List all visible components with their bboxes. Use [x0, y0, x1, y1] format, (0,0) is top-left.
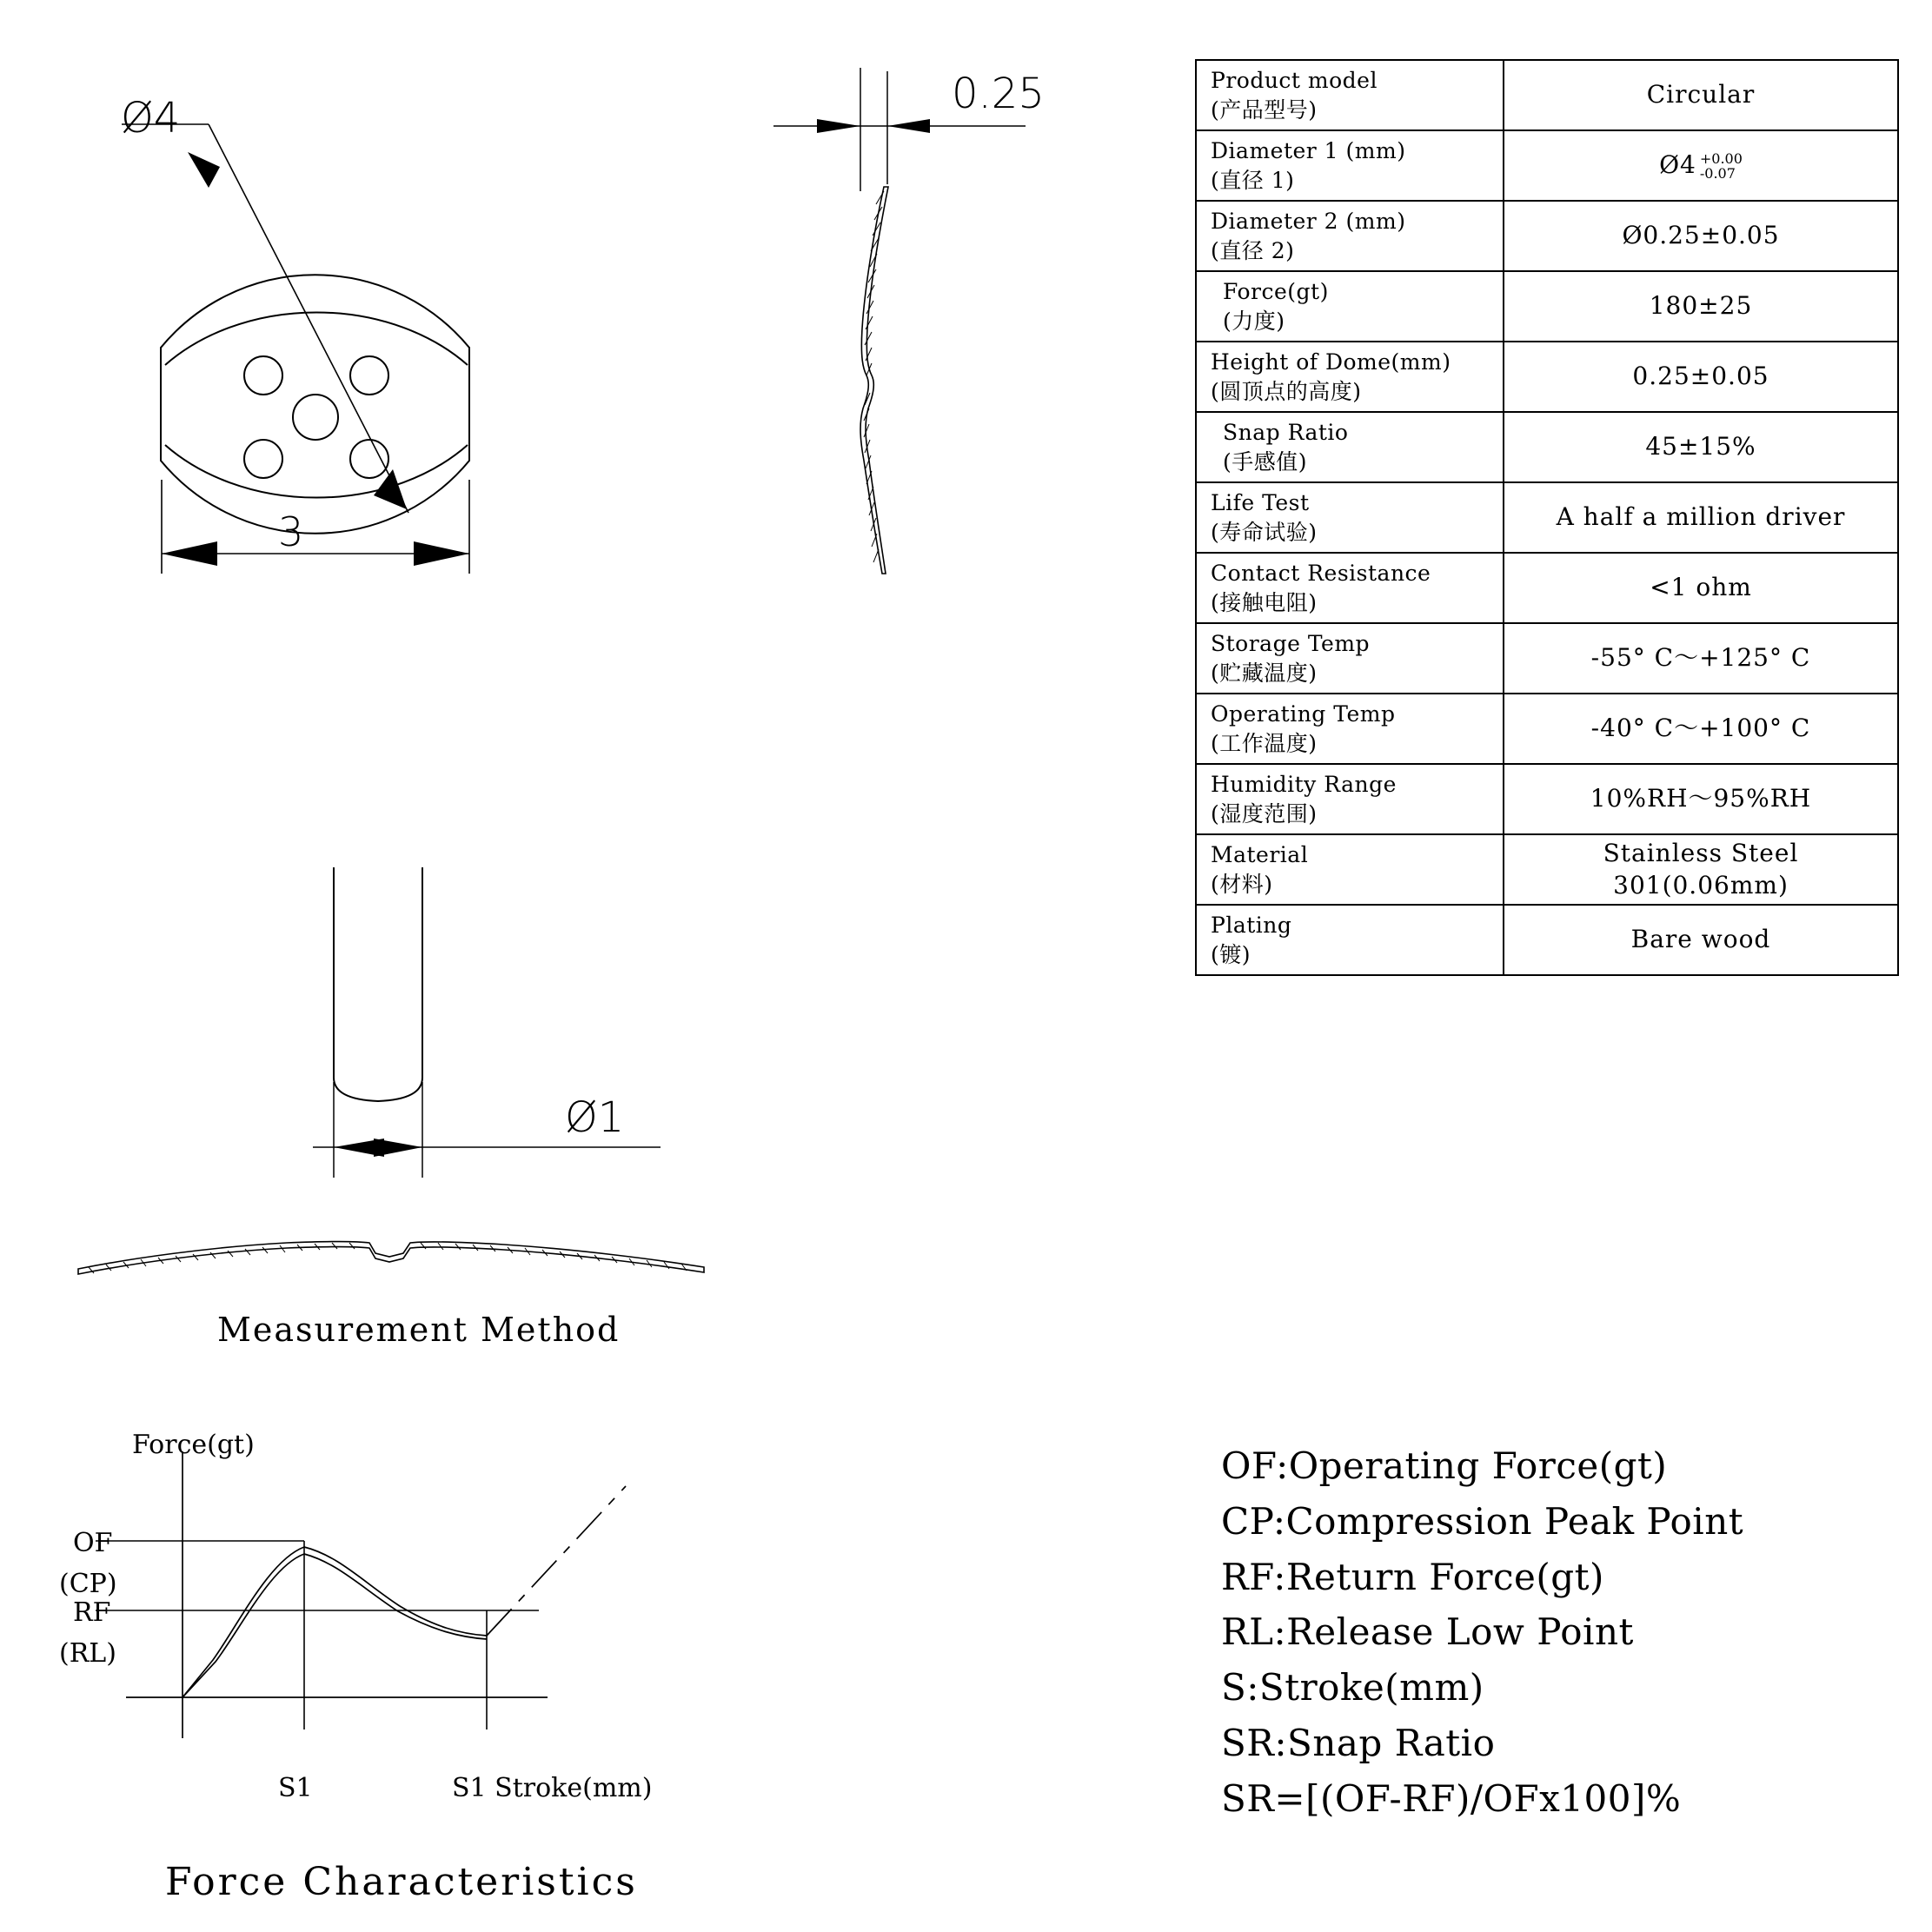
probe-arrow-right: [374, 1139, 422, 1157]
thickness-extension-lines: [860, 68, 887, 191]
value-line: <1 ohm: [1650, 573, 1752, 602]
row-value-height-of-dome: [1504, 342, 1898, 412]
table-row: [1196, 130, 1898, 201]
table-row: [1196, 342, 1898, 412]
table-row: [1196, 60, 1898, 130]
label-cn: (镀): [1211, 941, 1251, 967]
chart-ylabel: Force(gt): [132, 1430, 255, 1460]
row-label-product-model: [1196, 60, 1504, 130]
top-view-drawing: [104, 87, 695, 765]
value-line-2: 301(0.06mm): [1613, 870, 1789, 900]
diameter-leader-line: [122, 124, 408, 513]
table-row: [1196, 271, 1898, 342]
dome-profile-drawing: [70, 1217, 713, 1312]
row-value-diameter-1: [1504, 130, 1898, 201]
label-en: Material: [1211, 842, 1309, 867]
label-en: Force(gt): [1223, 279, 1329, 304]
table-row: [1196, 834, 1898, 905]
value-line: Ø0.25±0.05: [1622, 221, 1780, 250]
value-line: -40° C～+100° C: [1590, 714, 1811, 743]
row-value-storage-temp: [1504, 623, 1898, 694]
value-line: 45±15%: [1645, 432, 1756, 461]
chart-ytick-of: OF: [73, 1528, 113, 1558]
legend-line-rl: RL:Release Low Point: [1221, 1610, 1634, 1654]
label-cn: (接触电阻): [1211, 589, 1318, 615]
chart-force-curve-outer: [183, 1547, 487, 1697]
chart-xtick-stroke: S1 Stroke(mm): [452, 1773, 653, 1803]
dome-profile-shell: [78, 1242, 704, 1275]
label-cn: (寿命试验): [1211, 519, 1318, 545]
value-line: Circular: [1646, 80, 1756, 110]
row-label-plating: [1196, 905, 1504, 975]
label-en: Plating: [1211, 913, 1292, 938]
label-en: Diameter 1 (mm): [1211, 138, 1406, 163]
width-arrow-right: [414, 541, 469, 566]
row-value-contact-resistance: [1504, 553, 1898, 623]
thickness-arrow-right: [887, 119, 930, 133]
force-characteristics-title: Force Characteristics: [165, 1860, 638, 1904]
probe-body: [334, 867, 422, 1101]
dimple-circle-top-left: [244, 356, 282, 395]
table-row: [1196, 905, 1898, 975]
row-label-height-of-dome: [1196, 342, 1504, 412]
legend-line-sr-formula: SR=[(OF-RF)/OFx100]%: [1221, 1776, 1682, 1820]
dimple-circle-bottom-right: [350, 440, 388, 478]
label-cn: (湿度范围): [1211, 800, 1318, 827]
label-en: Operating Temp: [1211, 701, 1396, 727]
dimple-circles: [244, 356, 388, 478]
specification-table: [1195, 59, 1899, 976]
value-line: Stainless Steel: [1603, 839, 1799, 868]
row-label-material: [1196, 834, 1504, 905]
width-arrow-left: [162, 541, 217, 566]
chart-ytick-rf: RF: [73, 1597, 111, 1628]
row-value-material: [1504, 834, 1898, 905]
dome-inner-arc-bottom: [165, 445, 468, 498]
row-value-life-test: [1504, 482, 1898, 553]
row-label-contact-resistance: [1196, 553, 1504, 623]
label-en: Storage Temp: [1211, 631, 1371, 656]
table-row: [1196, 623, 1898, 694]
row-value-snap-ratio: [1504, 412, 1898, 482]
value-base: Ø4: [1659, 150, 1696, 180]
tolerance-stack: [1700, 152, 1743, 181]
diameter-4-callout: Ø4: [121, 94, 181, 143]
row-value-plating: [1504, 905, 1898, 975]
row-label-force: [1196, 271, 1504, 342]
dimple-circle-bottom-left: [244, 440, 282, 478]
label-cn: (产品型号): [1211, 96, 1318, 123]
table-row: [1196, 764, 1898, 834]
dome-inner-arc-top: [165, 312, 468, 365]
label-cn: (力度): [1223, 308, 1285, 334]
value-line: Bare wood: [1630, 925, 1771, 954]
row-value-force: [1504, 271, 1898, 342]
table-row: [1196, 694, 1898, 764]
label-cn: (直径 2): [1211, 237, 1295, 263]
value-line: A half a million driver: [1556, 502, 1846, 532]
table-row: [1196, 482, 1898, 553]
thickness-arrow-left: [817, 119, 860, 133]
label-cn: (材料): [1211, 871, 1273, 897]
label-en: Diameter 2 (mm): [1211, 209, 1406, 234]
chart-ytick-rl: (RL): [59, 1638, 116, 1669]
table-row: [1196, 201, 1898, 271]
dimple-circle-center: [293, 395, 338, 440]
row-value-product-model: [1504, 60, 1898, 130]
label-cn: (圆顶点的高度): [1211, 378, 1362, 404]
label-en: Contact Resistance: [1211, 561, 1431, 586]
dome-outer-outline: [161, 275, 469, 533]
measurement-method-caption: Measurement Method: [217, 1311, 621, 1349]
value-line: 0.25±0.05: [1632, 362, 1769, 391]
label-cn: (手感值): [1223, 448, 1308, 475]
value-line: 180±25: [1649, 291, 1753, 321]
leader-arrowhead-top: [188, 152, 220, 188]
row-label-life-test: [1196, 482, 1504, 553]
legend-line-s: S:Stroke(mm): [1221, 1666, 1484, 1710]
chart-xtick-s1: S1: [278, 1773, 313, 1803]
diameter-1-callout: Ø1: [565, 1093, 625, 1142]
thickness-dimension-label: 0.25: [952, 70, 1045, 118]
width-dimension-label: 3: [278, 508, 304, 555]
chart-ytick-cp: (CP): [59, 1569, 117, 1599]
chart-dashed-return-line: [487, 1486, 626, 1636]
label-en: Product model: [1211, 68, 1378, 93]
dome-cross-section: [860, 187, 888, 574]
label-cn: (贮藏温度): [1211, 660, 1318, 686]
side-section-view: [765, 52, 1026, 713]
label-en: Height of Dome(mm): [1211, 349, 1451, 375]
table-row: [1196, 412, 1898, 482]
row-label-diameter-2: [1196, 201, 1504, 271]
row-label-humidity-range: [1196, 764, 1504, 834]
table-row: [1196, 553, 1898, 623]
row-label-storage-temp: [1196, 623, 1504, 694]
row-label-diameter-1: [1196, 130, 1504, 201]
legend-line-of: OF:Operating Force(gt): [1221, 1444, 1668, 1487]
row-value-operating-temp: [1504, 694, 1898, 764]
row-value-diameter-2: [1504, 201, 1898, 271]
label-cn: (直径 1): [1211, 167, 1295, 193]
row-value-humidity-range: [1504, 764, 1898, 834]
tolerance-upper: +0.00: [1699, 150, 1743, 168]
legend-line-cp: CP:Compression Peak Point: [1221, 1499, 1744, 1543]
dimple-circle-top-right: [350, 356, 388, 395]
value-line: [1659, 149, 1743, 181]
tolerance-lower: -0.07: [1699, 164, 1736, 182]
label-en: Humidity Range: [1211, 772, 1397, 797]
legend-line-rf: RF:Return Force(gt): [1221, 1555, 1604, 1598]
value-line: -55° C～+125° C: [1590, 643, 1811, 673]
value-line: 10%RH～95%RH: [1590, 784, 1812, 813]
label-en: Life Test: [1211, 490, 1310, 515]
abbreviation-legend: [1221, 1438, 1908, 1827]
row-label-snap-ratio: [1196, 412, 1504, 482]
label-cn: (工作温度): [1211, 730, 1318, 756]
legend-line-sr: SR:Snap Ratio: [1221, 1722, 1496, 1765]
label-en: Snap Ratio: [1223, 420, 1349, 445]
row-label-operating-temp: [1196, 694, 1504, 764]
